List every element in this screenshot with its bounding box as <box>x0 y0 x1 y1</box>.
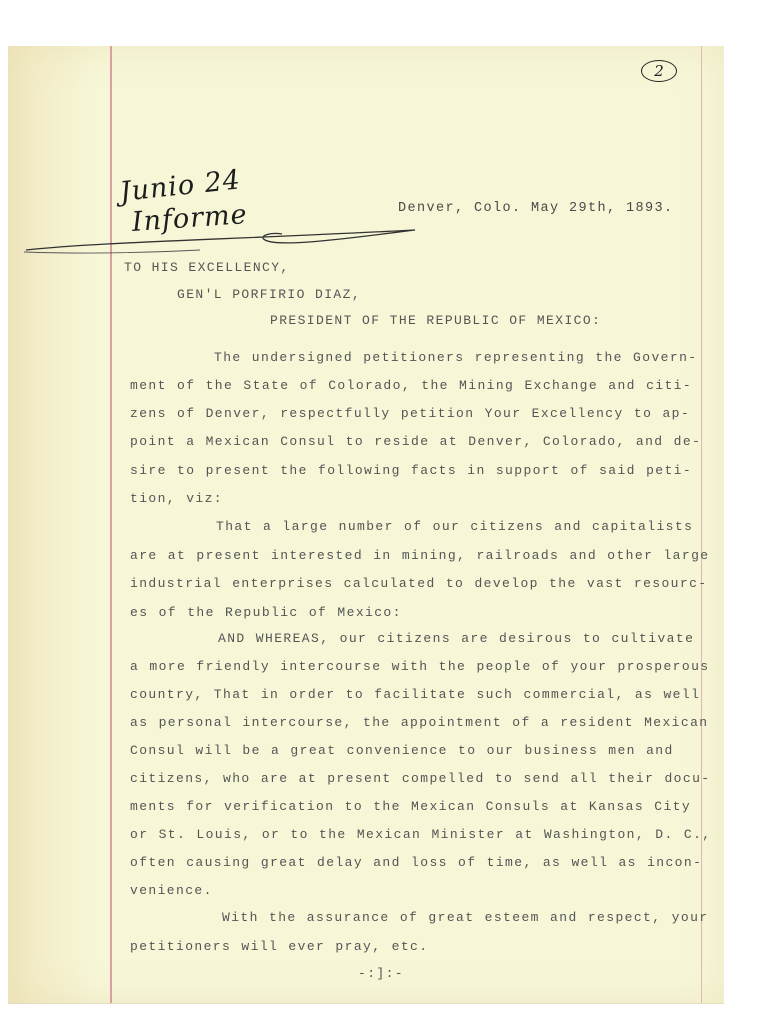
body-line: industrial enterprises calculated to develop the vast resourc- <box>130 576 708 591</box>
body-line: citizens, who are at present compelled to send all their docu- <box>130 771 711 786</box>
body-line: With the assurance of great esteem and respect, your <box>222 910 709 925</box>
recipient-title: PRESIDENT OF THE REPUBLIC OF MEXICO: <box>270 313 602 328</box>
body-line: are at present interested in mining, railroads and other large <box>130 548 710 563</box>
body-line: zens of Denver, respectfully petition Your Excellency to ap- <box>130 406 691 421</box>
body-line: ments for verification to the Mexican Consuls at Kansas City <box>130 799 692 814</box>
body-line: or St. Louis, or to the Mexican Minister at Washington, D. C., <box>130 827 712 842</box>
body-line: Consul will be a great convenience to our business men and <box>130 743 674 758</box>
closing-mark: -:]:- <box>358 966 405 981</box>
body-line: venience. <box>130 883 213 898</box>
body-line: sire to present the following facts in support of said peti- <box>130 463 693 478</box>
dateline: Denver, Colo. May 29th, 1893. <box>398 201 674 216</box>
body-line: often causing great delay and loss of time, as well as incon- <box>130 855 703 870</box>
body-line: petitioners will ever pray, etc. <box>130 939 429 954</box>
annotation-line-1: Junio 24 <box>118 164 243 208</box>
body-line: country, That in order to facilitate such commercial, as well <box>130 687 701 702</box>
salutation-to: TO HIS EXCELLENCY, <box>124 260 290 275</box>
body-line: tion, viz: <box>130 491 224 506</box>
page-bottom-edge <box>8 1003 724 1004</box>
handwritten-flourish <box>20 220 430 260</box>
body-line: The undersigned petitioners representing the Govern- <box>214 350 698 365</box>
body-line: AND WHEREAS, our citizens are desirous to cultivate <box>218 631 695 646</box>
annotation-line-2: Informe <box>130 198 249 238</box>
body-line: ment of the State of Colorado, the Mining Exchange and citi- <box>130 378 693 393</box>
recipient-name: GEN'L PORFIRIO DIAZ, <box>177 287 362 302</box>
page-number: 2 <box>641 60 677 82</box>
body-line: That a large number of our citizens and capitalists <box>216 519 694 534</box>
body-line: as personal intercourse, the appointment of a resident Mexican <box>130 715 709 730</box>
body-line: point a Mexican Consul to reside at Denver, Colorado, and de- <box>130 434 702 449</box>
body-line: es of the Republic of Mexico: <box>130 605 402 620</box>
body-line: a more friendly intercourse with the people of your prosperous <box>130 659 710 674</box>
